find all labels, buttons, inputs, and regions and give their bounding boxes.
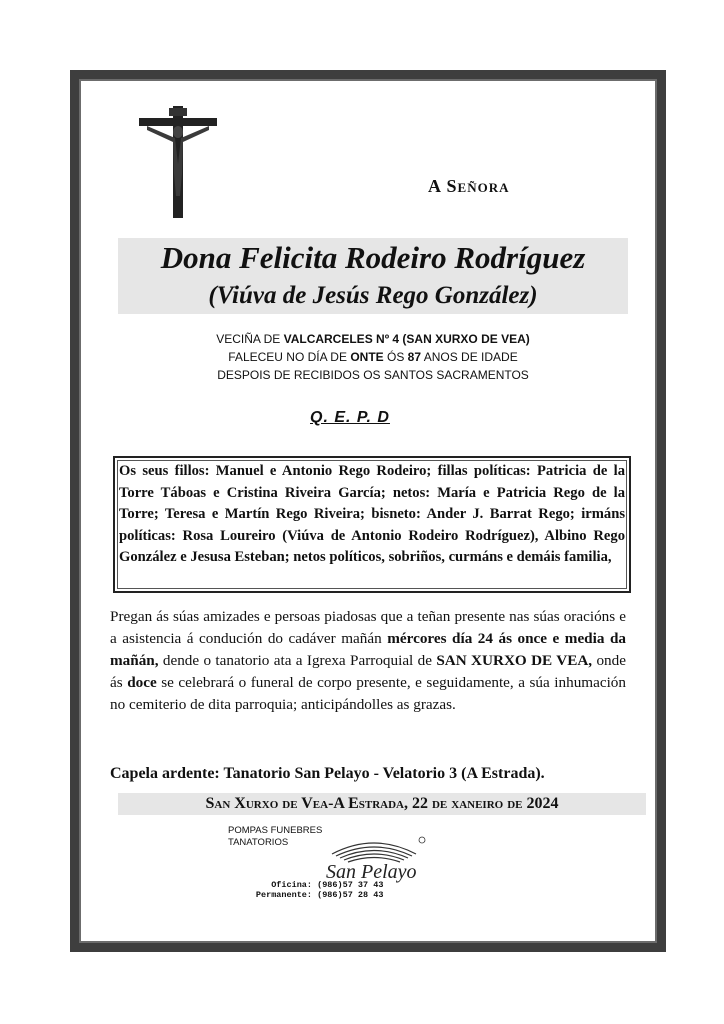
crucifix-icon (139, 104, 217, 220)
widow-of-line: (Viúva de Jesús Rego González) (208, 282, 538, 309)
qepd-label: Q. E. P. D (310, 409, 390, 426)
family-box (113, 456, 631, 593)
logo-text: San Pelayo (326, 861, 417, 883)
chapel-line: Capela ardente: Tanatorio San Pelayo - Velatorio 3 (A Estrada). (110, 765, 545, 782)
funeral-home-label: POMPAS FUNEBRES TANATORIOS (228, 825, 323, 848)
contact-phones: Oficina: (986)57 37 43 Permanente: (986)57 28 43 (255, 880, 384, 900)
death-details: VECIÑA DE VALCARCELES Nº 4 (SAN XURXO DE VEA) FALECEU NO DÍA DE ONTE ÓS 87 ANOS DE IDADE DESPOIS DE RECIBIDOS OS SANTOS SACRAMENTOS (216, 332, 530, 382)
heading-title: A Señora (428, 176, 510, 196)
announcement-paragraph: Pregan ás súas amizades e persoas piadosas que a teñan presente nas súas oracións e a asistencia á condución do cadáver mañán mércores día 24 ás once e media da mañán, dende o tanatorio ata a Igrexa Parroquial de SAN XURXO DE VEA, onde ás doce se celebrará o funeral de corpo presente, e seguidamente, a súa inhumación no cemiterio de dita parroquia; anticipándolles as grazas. (110, 608, 626, 713)
deceased-name: Dona Felicita Rodeiro Rodríguez (160, 240, 586, 275)
date-line: San Xurxo de Vea-A Estrada, 22 de xaneiro de 2024 (118, 793, 646, 815)
family-text: Os seus fillos: Manuel e Antonio Rego Rodeiro; fillas políticas: Patricia de la Torre Táboas e Cristina Riveira García; netos: María e Patricia Rego de la Torre; Teresa e Martín Rego Riveira; bisneto: Ander J. Barrat Rego; irmáns políticas: Rosa Loureiro (Viúva de Antonio Rodeiro Rodríguez), Albino Rego González e Jesusa Esteban; netos políticos, sobriños, curmáns e demáis familia, (119, 463, 625, 565)
